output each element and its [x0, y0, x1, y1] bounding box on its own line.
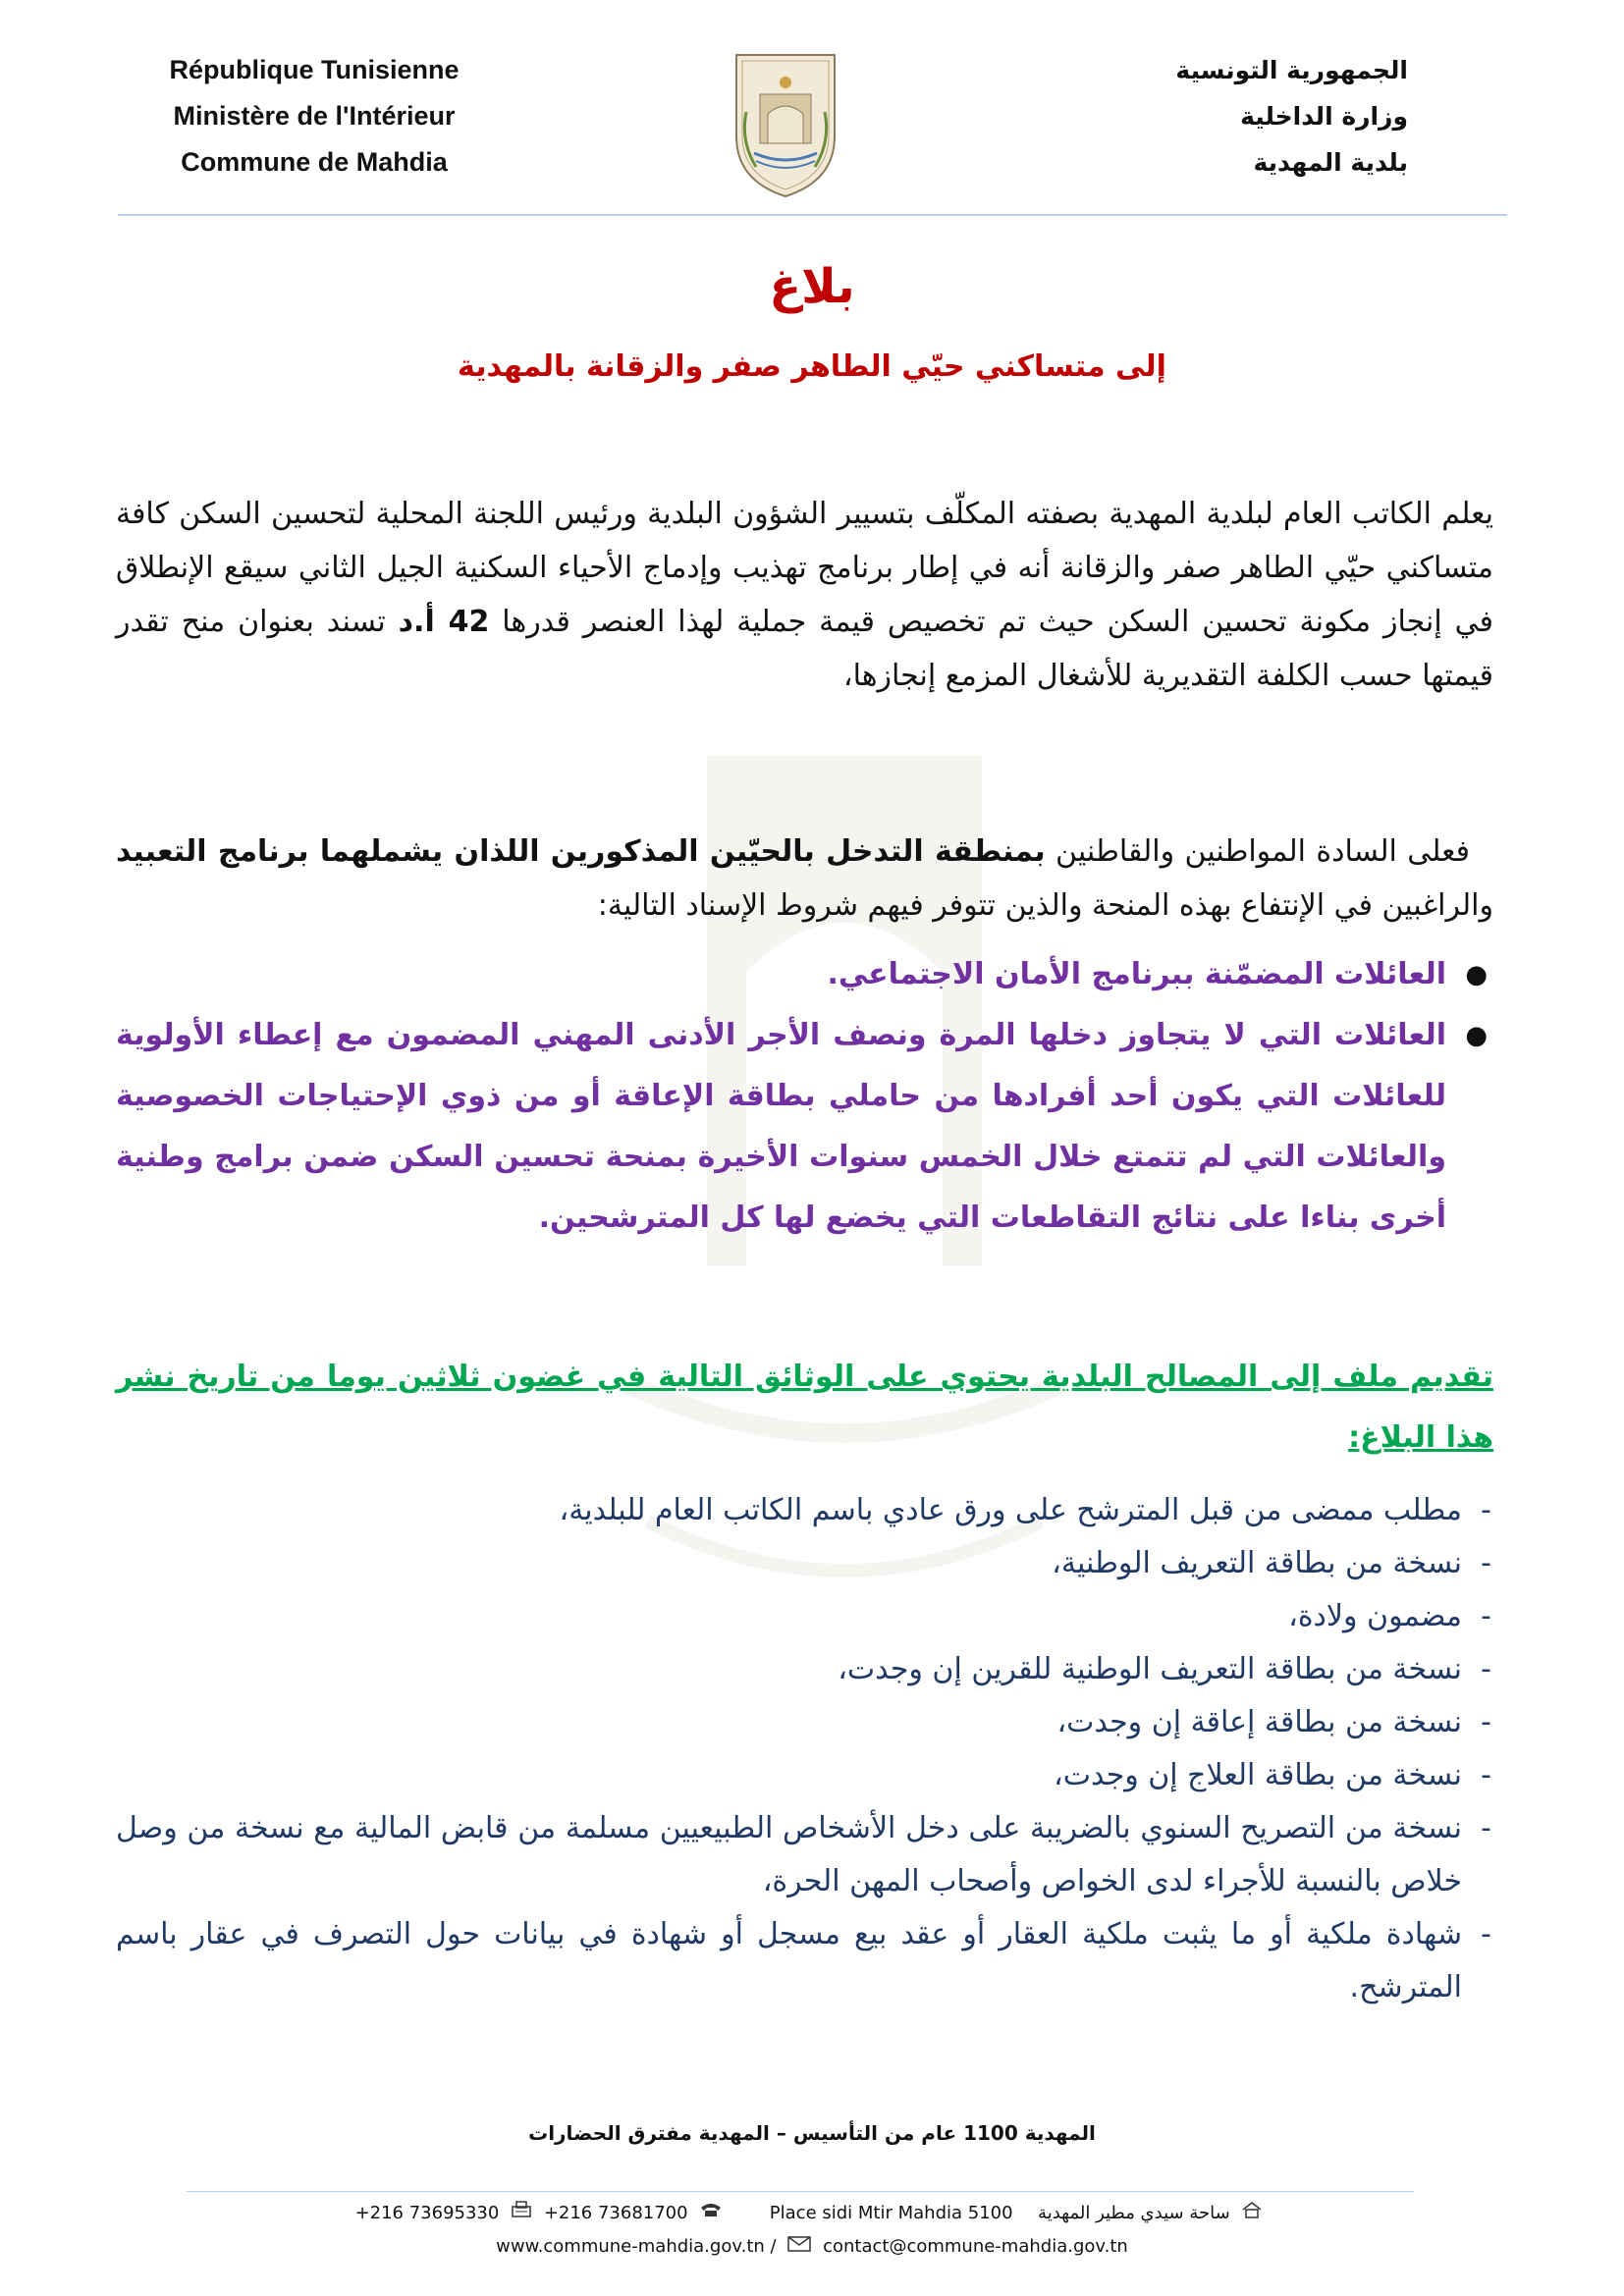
document-text: نسخة من بطاقة التعريف الوطنية،	[1052, 1546, 1462, 1580]
header-arabic	[1055, 47, 1408, 186]
dash-icon: -	[1481, 1546, 1491, 1580]
notice-subtitle: إلى متساكني حيّي الطاهر صفر والزقانة بالمهدية	[458, 349, 1166, 384]
documents-heading: تقديم ملف إلى المصالح البلدية يحتوي على الوثائق التالية في غضون ثلاثين يوما من تاريخ نشر هذا البلاغ:	[116, 1360, 1493, 1455]
condition-text: العائلات المضمّنة ببرنامج الأمان الاجتماعي.	[827, 957, 1446, 991]
municipality-emblem	[727, 43, 844, 200]
fax-number: +216 73695330	[354, 2203, 500, 2223]
bullet-icon: ●	[1465, 960, 1488, 989]
eligibility-area: بمنطقة التدخل بالحيّين المذكورين اللذان يشملهما برنامج التعبيد	[116, 834, 1046, 869]
eligibility-text-part1: فعلى السادة المواطنين والقاطنين	[1045, 834, 1470, 869]
address-french: Place sidi Mtir Mahdia 5100	[769, 2203, 1013, 2223]
phone-icon	[699, 2197, 723, 2230]
dash-icon: -	[1481, 1917, 1491, 1951]
separator: /	[770, 2236, 777, 2257]
intro-text-part1: يعلم الكاتب العام لبلدية المهدية بصفته المكلّف بتسيير الشؤون البلدية ورئيس اللجنة المحلية لتحسين السكن كافة متساكني حيّي الطاهر صفر والزقانة أنه في إطار برنامج تهذيب وإدماج الأحياء السكنية الجيل الثاني سيقع الإنطلاق في إنجاز مكونة تحسين السكن حيث تم تخصيص قيمة جملية لهذا العنصر قدرها	[116, 497, 1493, 639]
header-french	[147, 47, 481, 186]
envelope-icon	[787, 2230, 811, 2264]
document-text: نسخة من التصريح السنوي بالضريبة على دخل الأشخاص الطبيعيين مسلمة من قابض المالية مع نسخة من وصل خلاص بالنسبة للأجراء لدى الخواص وأصحاب المهن الحرة،	[116, 1811, 1462, 1898]
document-text: مضمون ولادة،	[1288, 1599, 1462, 1633]
header-fr-commune: Commune de Mahdia	[181, 147, 448, 177]
dash-icon: -	[1481, 1493, 1491, 1527]
list-item	[116, 1908, 1493, 2014]
header-fr-country: République Tunisienne	[169, 55, 460, 84]
list-item	[116, 1749, 1493, 1802]
document-text: شهادة ملكية أو ما يثبت ملكية العقار أو عقد بيع مسجل أو شهادة في بيانات حول التصرف في عقار باسم المترشح.	[116, 1917, 1462, 2004]
footer-motto: المهدية 1100 عام من التأسيس – المهدية مفترق الحضارات	[528, 2121, 1096, 2145]
list-item	[116, 1005, 1493, 1249]
footer-divider	[187, 2191, 1414, 2192]
phone-number: +216 73681700	[543, 2203, 688, 2223]
list-item	[116, 1590, 1493, 1643]
bullet-icon: ●	[1465, 1021, 1488, 1050]
dash-icon: -	[1481, 1758, 1491, 1792]
fax-icon	[511, 2197, 532, 2230]
header-ar-commune: بلدية المهدية	[1253, 148, 1408, 177]
dash-icon: -	[1481, 1705, 1491, 1739]
notice-title: بلاغ	[769, 259, 855, 314]
address-arabic: ساحة سيدي مطير المهدية	[1038, 2203, 1230, 2223]
dash-icon: -	[1481, 1599, 1491, 1633]
header-fr-ministry: Ministère de l'Intérieur	[173, 101, 456, 131]
eligibility-paragraph	[116, 825, 1493, 933]
list-item	[116, 1802, 1493, 1908]
list-item	[116, 1696, 1493, 1749]
home-icon	[1241, 2197, 1263, 2230]
list-item	[116, 1484, 1493, 1537]
header-ar-country: الجمهورية التونسية	[1175, 56, 1408, 84]
footer-contact-line	[0, 2197, 1624, 2230]
header-ar-ministry: وزارة الداخلية	[1240, 102, 1408, 131]
intro-text-part2: تسند بعنوان منح تقدر قيمتها حسب الكلفة التقديرية للأشغال المزمع إنجازها،	[116, 605, 1493, 693]
list-item	[116, 1643, 1493, 1696]
condition-text: العائلات التي لا يتجاوز دخلها المرة ونصف الأجر الأدنى المهني المضمون مع إعطاء الأولوية للعائلات التي يكون أحد أفرادها من حاملي بطاقة الإعاقة أو من ذوي الإحتياجات الخصوصية والعائلات التي لم تتمتع خلال الخمس سنوات الأخيرة بمنحة تحسين السكن ضمن برامج وطنية أخرى بناءا على نتائج التقاطعات التي يخضع لها كل المترشحين.	[116, 1018, 1446, 1235]
dash-icon: -	[1481, 1652, 1491, 1686]
eligibility-text-part2: والراغبين في الإنتفاع بهذه المنحة والذين تتوفر فيهم شروط الإسناد التالية:	[597, 888, 1493, 923]
dash-icon: -	[1481, 1811, 1491, 1845]
document-text: نسخة من بطاقة التعريف الوطنية للقرين إن وجدت،	[838, 1652, 1462, 1686]
list-item	[116, 944, 1493, 1005]
intro-paragraph	[116, 487, 1493, 703]
documents-list	[116, 1484, 1493, 2014]
document-text: نسخة من بطاقة العلاج إن وجدت،	[1054, 1758, 1462, 1792]
header-divider	[118, 214, 1507, 216]
amount-value: 42 أ.د	[398, 605, 490, 639]
document-text: نسخة من بطاقة إعاقة إن وجدت،	[1056, 1705, 1462, 1739]
document-text: مطلب ممضى من قبل المترشح على ورق عادي باسم الكاتب العام للبلدية،	[559, 1493, 1462, 1527]
footer-web-line	[0, 2230, 1624, 2264]
email-link[interactable]: contact@commune-mahdia.gov.tn	[823, 2236, 1128, 2257]
conditions-list	[116, 944, 1493, 1249]
website-link[interactable]: www.commune-mahdia.gov.tn	[496, 2236, 765, 2257]
list-item	[116, 1537, 1493, 1590]
